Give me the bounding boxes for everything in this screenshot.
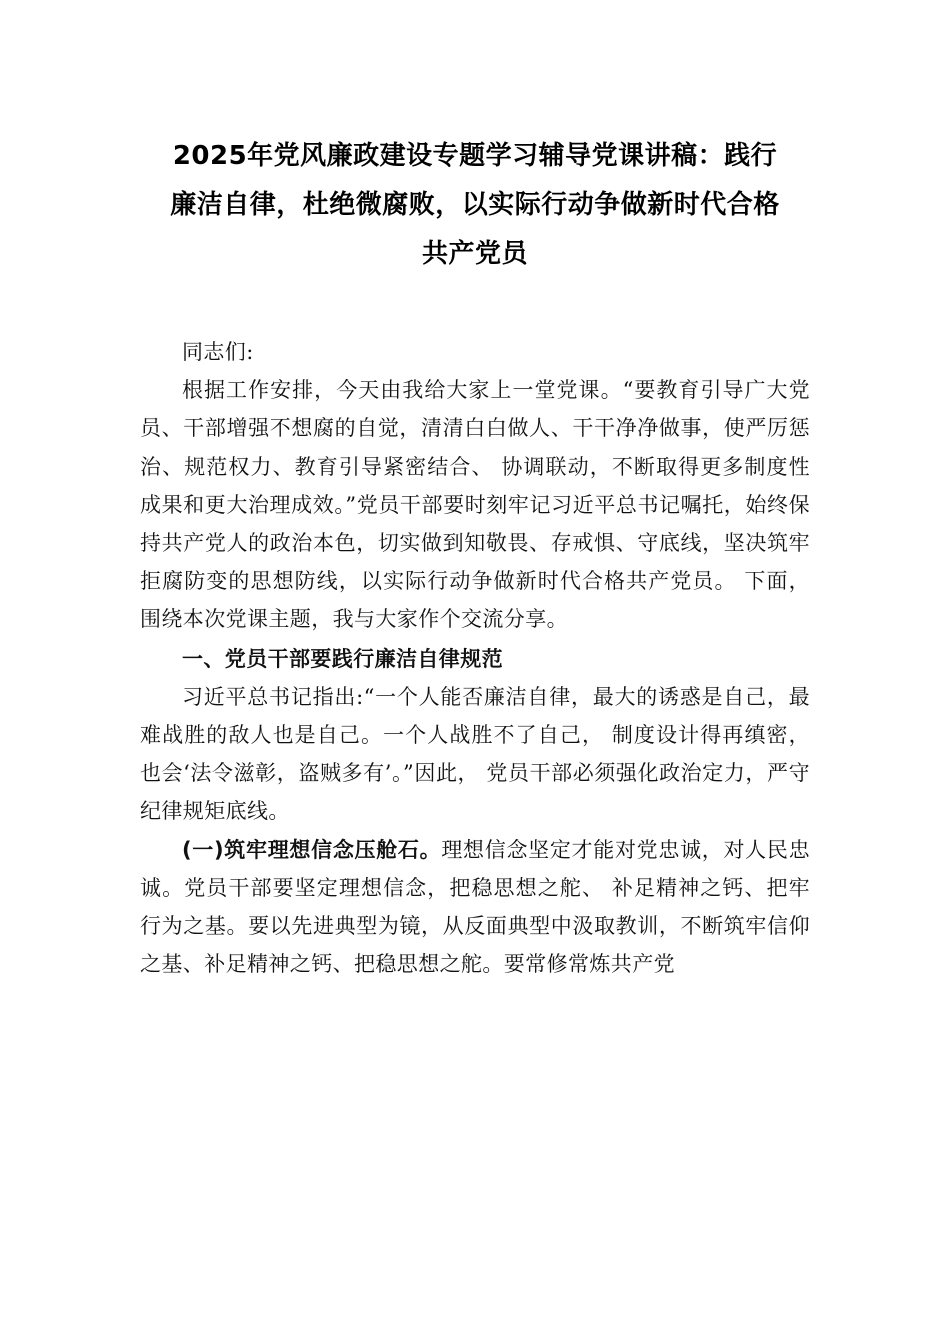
paragraph-subsection-1 <box>140 831 810 984</box>
title-line-2: 廉洁自律，杜绝微腐败，以实际行动争做新时代合格 <box>170 190 780 220</box>
paragraph-quote: 习近平总书记指出:“一个人能否廉洁自律，最大的诱惑是自己，最难战胜的敌人也是自己。一个人战胜不了自己， 制度设计得再缜密，也会‘法令滋彰，盗贼多有’。”因此， 党员干部必须强化政治定力，严守纪律规矩底线。 <box>140 684 810 824</box>
subsection-text: 理想信念坚定才能对党忠诚，对人民忠诚。党员干部要坚定理想信念，把稳思想之舵、 补足精神之钙、把牢行为之基。要以先进典型为镜，从反面典型中汲取教训，不断筑牢信仰之基、补足精神之钙、把稳思想之舵。要常修常炼共产党 <box>140 837 810 977</box>
paragraph-intro: 根据工作安排，今天由我给大家上一堂党课。“要教育引导广大党员、干部增强不想腐的自觉，清清白白做人、干干净净做事，使严厉惩治、规范权力、教育引导紧密结合、 协调联动，不断取得更多制度性成果和更大治理成效。”党员干部要时刻牢记习近平总书记嘱托，始终保持共产党人的政治本色，切实做到知敬畏、存戒惧、守底线，坚决筑牢拒腐防变的思想防线，以实际行动争做新时代合格共产党员。 下面，围绕本次党课主题，我与大家作个交流分享。 <box>140 378 810 632</box>
greeting: 同志们: <box>182 340 254 364</box>
section-heading-1: 一、党员干部要践行廉洁自律规范 <box>182 646 503 671</box>
document-body <box>140 333 810 983</box>
document-title <box>140 132 810 279</box>
title-line-1: 2025年党风廉政建设专题学习辅导党课讲稿：践行 <box>172 141 778 171</box>
title-line-3: 共产党员 <box>421 239 528 269</box>
subsection-lead: (一)筑牢理想信念压舱石。 <box>182 837 442 862</box>
